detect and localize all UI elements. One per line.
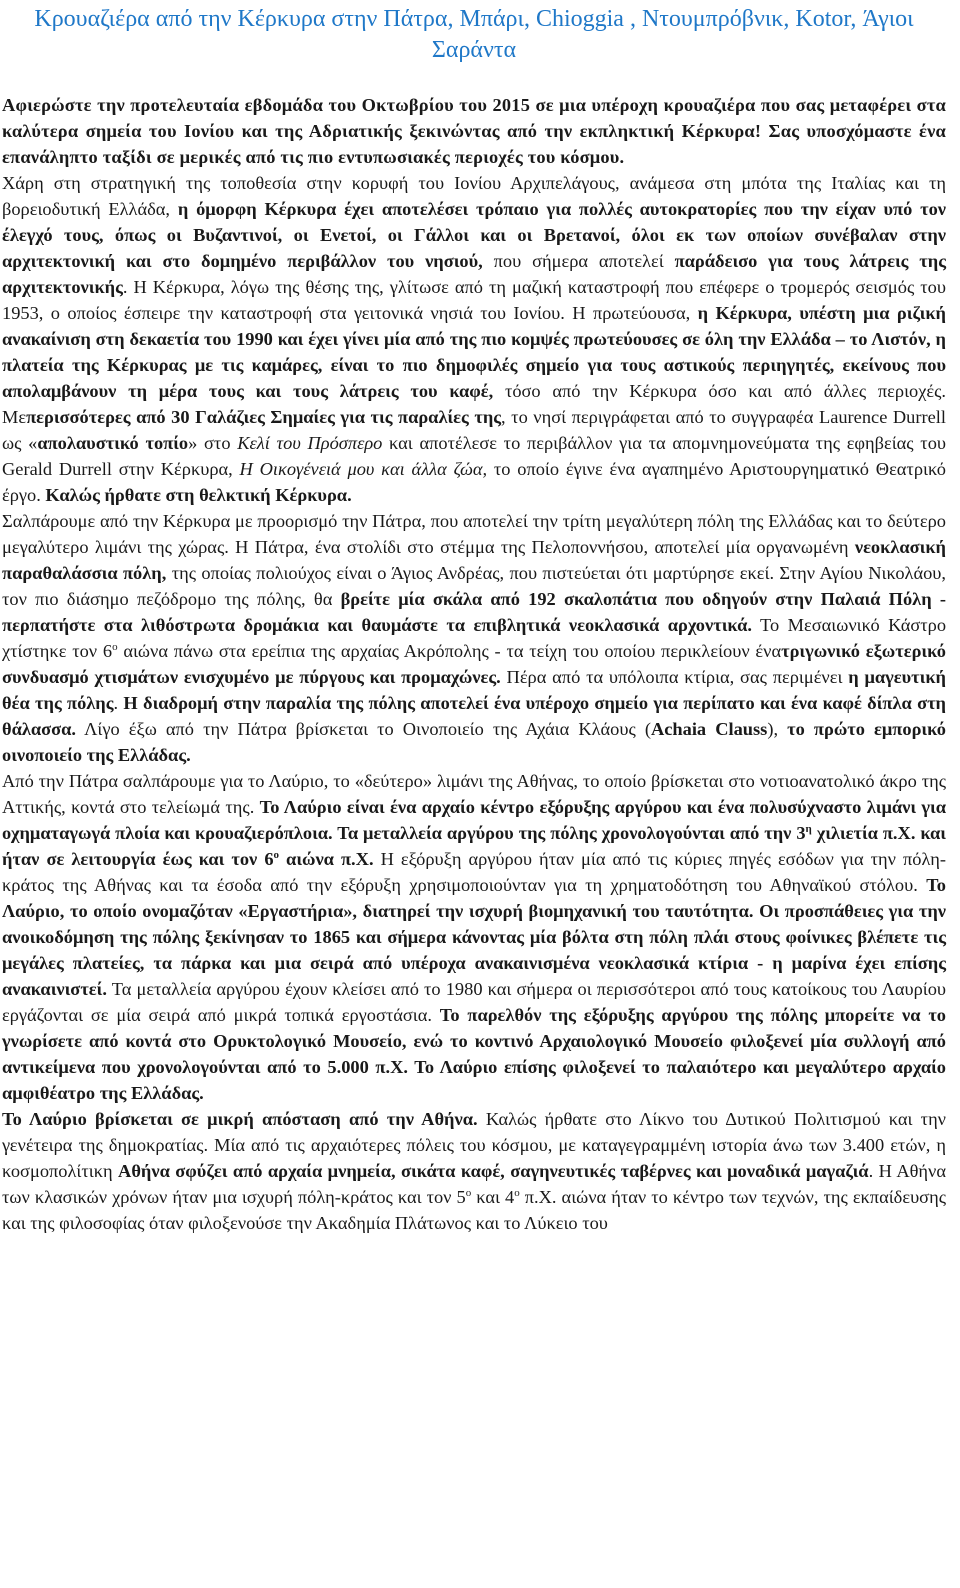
text-run: η μαγευτική θέα της πόλης [2,667,946,713]
text-run: ο [465,1186,472,1199]
text-run: της οποίας πολιούχος είναι ο Άγιος Ανδρέας, που πιστεύεται ότι μαρτύρησε εκεί. Στην Αγίου Νικολάου, τον πιο διάσημο πεζόδρομο της πόλης, θα [2,563,946,609]
text-run: αιώνα π.Χ. [279,849,374,869]
text-run: ο [112,640,118,653]
text-run: Το Μεσαιωνικό Κάστρο χτίστηκε τον 6 [2,615,947,661]
text-run: Καλώς ήρθατε στο Λίκνο του Δυτικού Πολιτισμού και την γενέτειρα της δημοκρατίας. Μία από τις αρχαιότερες πόλεις του κόσμου, με καταγεγραμμένη ιστορία άνω των 3.400 ετών, η κοσμοπολίτικη [2,1109,946,1181]
paragraph-lavrio [2,768,946,1106]
text-run: παράδεισο για τους λάτρεις της αρχιτεκτονικής [2,251,946,297]
text-run: Λίγο έξω από την Πάτρα βρίσκεται το Οινοποιείο της Αχάια Κλάους ( [76,719,651,739]
intro-paragraph: Αφιερώστε την προτελευταία εβδομάδα του Οκτωβρίου του 2015 σε μια υπέροχη κρουαζιέρα που σας μεταφέρει στα καλύτερα σημεία του Ιονίου και της Αδριατικής ξεκινώντας από την εκπληκτική Κέρκυρα! Σας υποσχόμαστε ένα επανάληπτο ταξίδι σε μερικές από τις πιο εντυπωσιακές περιοχές του κόσμου. [2,95,946,167]
text-run: π.Χ. αιώνα ήταν το κέντρο των τεχνών, της εκπαίδευσης και της φιλοσοφίας όταν φιλοξενούσε την Ακαδημία Πλάτωνος και το Λύκειο του [2,1187,946,1233]
text-run: Το Λαύριο είναι ένα αρχαίο κέντρο εξόρυξης αργύρου και ένα πολυσύχναστο λιμάνι για οχηματαγωγά πλοία και κρουαζιερόπλοια. Τα μεταλλεία αργύρου της πόλης χρονολογούνται από την 3 [2,797,946,843]
text-run: και 4 [471,1187,515,1207]
text-run: χιλιετία π.Χ. και ήταν σε λειτουργία έως και τον 6 [2,823,946,869]
text-run: Το παρελθόν της εξόρυξης αργύρου της πόλης μπορείτε να το γνωρίσετε από κοντά στο Ορυκτολογικό Μουσείο, ενώ το κοντινό Αρχαιολογικό Μουσείο φιλοξενεί μία συλλογή από αντικείμενα που χρονολογούνται από το 5.000 π.Χ. Το Λαύριο επίσης φιλοξενεί το παλαιότερο και μεγαλύτερο αρχαίο αμφιθέατρο της Ελλάδας. [2,1005,946,1103]
text-run: και αποτέλεσε το περιβάλλον για τα απομνημονεύματα της εφηβείας του Gerald Durrell στην Κέρκυρα, [2,433,946,479]
text-run: περισσότερες από 30 Γαλάζιες Σημαίες για τις παραλίες της [26,407,502,427]
text-run: Πέρα από τα υπόλοιπα κτίρια, σας περιμένει [500,667,849,687]
text-run: Achaia Clauss [650,719,768,739]
text-run: ο [273,848,280,861]
text-run: Κελί του Πρόσπερο [237,433,383,453]
text-run: » στο [188,433,238,453]
paragraph-athens [2,1106,946,1236]
text-run: Η εξόρυξη αργύρου ήταν μία από τις κύριες πηγές εσόδων για την πόλη-κράτος της Αθήνας και τα έσοδα από την εξόρυξη χρησιμοποιούνταν για τη χρηματοδότηση του Αθηναϊκού στόλου. [2,849,947,895]
text-run: τόσο από την Κέρκυρα όσο και από άλλες περιοχές. Με [2,381,946,427]
text-run: Το Λαύριο, το οποίο ονομαζόταν «Εργαστήρια», διατηρεί την ισχυρή βιομηχανική του ταυτότητα. Οι προσπάθειες για την ανοικοδόμηση της πόλης ξεκίνησαν το 1865 και σήμερα κάνοντας μία βόλτα στη πόλη πλάι στους φοίνικες βλέπετε τις μεγάλες πλατείες, τα πάρκα και μια σειρά από υπέροχα ανακαινισμένα νεοκλασικά κτίρια - η μαρίνα έχει επίσης ανακαινιστεί. [2,875,946,999]
text-run: , το νησί περιγράφεται από το συγγραφέα Laurence Durrell ως « [2,407,947,453]
text-run: Από την Πάτρα σαλπάρουμε για το Λαύριο, το «δεύτερο» λιμάνι της Αθήνας, το οποίο βρίσκεται στο νοτιοανατολικό άκρο της Αττικής, κοντά στο τελείωμά της. [2,771,946,817]
paragraph-corfu [2,170,946,508]
text-run: η όμορφη Κέρκυρα έχει αποτελέσει τρόπαιο για πολλές αυτοκρατορίες που την είχαν υπό τον έλεγχό τους, όπως οι Βυζαντινοί, οι Ενετοί, οι Γάλλοι και οι Βρετανοί, όλοι εκ των οποίων συνέβαλαν στην αρχιτεκτονική και στο δομημένο περιβάλλον του νησιού, [2,199,946,271]
text-run: Το Λαύριο βρίσκεται σε μικρή απόσταση από την Αθήνα. [2,1109,478,1129]
text-run: βρείτε μία σκάλα από 192 σκαλοπάτια που οδηγούν στην Παλαιά Πόλη - περπατήστε στα λιθόστρωτα δρομάκια και θαυμάστε τα επιβλητικά νεοκλασικά αρχοντικά. [2,589,947,635]
text-run: τριγωνικό εξωτερικό συνδυασμό χτισμάτων ενισχυμένο με πύργους και προμαχώνες. [2,641,946,687]
text-run: Η Οικογένειά μου και άλλα ζώα, [239,459,488,479]
text-run: ο [514,1186,520,1199]
text-run: Σαλπάρουμε από την Κέρκυρα με προορισμό την Πάτρα, που αποτελεί την τρίτη μεγαλύτερη πόλη της Ελλάδας και το δεύτερο μεγαλύτερο λιμάνι της χώρας. Η Πάτρα, ένα στολίδι στο στέμμα της Πελοποννήσου, αποτελεί μία οργανωμένη [2,511,946,557]
paragraph-patras [2,508,946,768]
text-run: . Η Αθήνα των κλασικών χρόνων ήταν μια ισχυρή πόλη-κράτος και τον 5 [2,1161,946,1207]
text-run: Η διαδρομή στην παραλία της πόλης αποτελεί ένα υπέροχο σημείο για περίπατο και ένα καφέ δίπλα στη θάλασσα. [2,693,947,739]
text-run: Αθήνα σφύζει από αρχαία μνημεία, σικάτα καφέ, σαγηνευτικές ταβέρνες και μοναδικά μαγαζιά [118,1161,869,1181]
text-run: νεοκλασική παραθαλάσσια πόλη, [2,537,946,583]
document-title: Κρουαζιέρα από την Κέρκυρα στην Πάτρα, Μπάρι, Chioggia , Ντουμπρόβνικ, Kotor, Άγιοι Σαράντα [34,6,914,63]
text-run: που σήμερα αποτελεί [482,251,675,271]
text-run: ), [767,719,788,739]
text-run: Τα μεταλλεία αργύρου έχουν κλείσει από το 1980 και σήμερα οι περισσότεροι από τους κατοίκους του Λαυρίου εργάζονται σε μία σειρά από μικρά τοπικά εργοστάσια. [2,979,946,1025]
text-run: η Κέρκυρα, υπέστη μια ριζική ανακαίνιση στη δεκαετία του 1990 και έχει γίνει μία από της πιο κομψές πρωτεύουσες σε όλη την Ελλάδα – το Λιστόν, η πλατεία της Κέρκυρας με τις καμάρες, είναι το πιο δημοφιλές σημείο για τους αστικούς περιηγητές, εκείνους που απολαμβάνουν τη μέρα τους και τους λάτρεις του καφέ, [2,303,946,401]
text-run: η [805,822,812,835]
text-run: . Η Κέρκυρα, λόγω της θέσης της, γλίτωσε από τη μαζική καταστροφή που επέφερε ο τρομερός σεισμός του 1953, ο οποίος έσπειρε την καταστροφή στα γειτονικά νησιά του Ιονίου. Η πρωτεύουσα, [2,277,946,323]
text-run: αιώνα πάνω στα ερείπια της αρχαίας Ακρόπολης - τα τείχη του οποίου περικλείουν ένα [117,641,782,661]
text-run: απολαυστικό τοπίο [37,433,189,453]
text-run: . [113,693,124,713]
text-run: Χάρη στη στρατηγική της τοποθεσία στην κορυφή του Ιονίου Αρχιπελάγους, ανάμεσα στη μπότα της Ιταλίας και τη βορειοδυτική Ελλάδα, [2,173,946,219]
text-run: το πρώτο εμπορικό οινοποιείο της Ελλάδας. [2,719,946,765]
text-run: Καλώς ήρθατε στη θελκτική Κέρκυρα. [45,485,352,505]
text-run: το οποίο έγινε ένα αγαπημένο Αριστουργηματικό Θεατρικό έργο. [2,459,946,505]
